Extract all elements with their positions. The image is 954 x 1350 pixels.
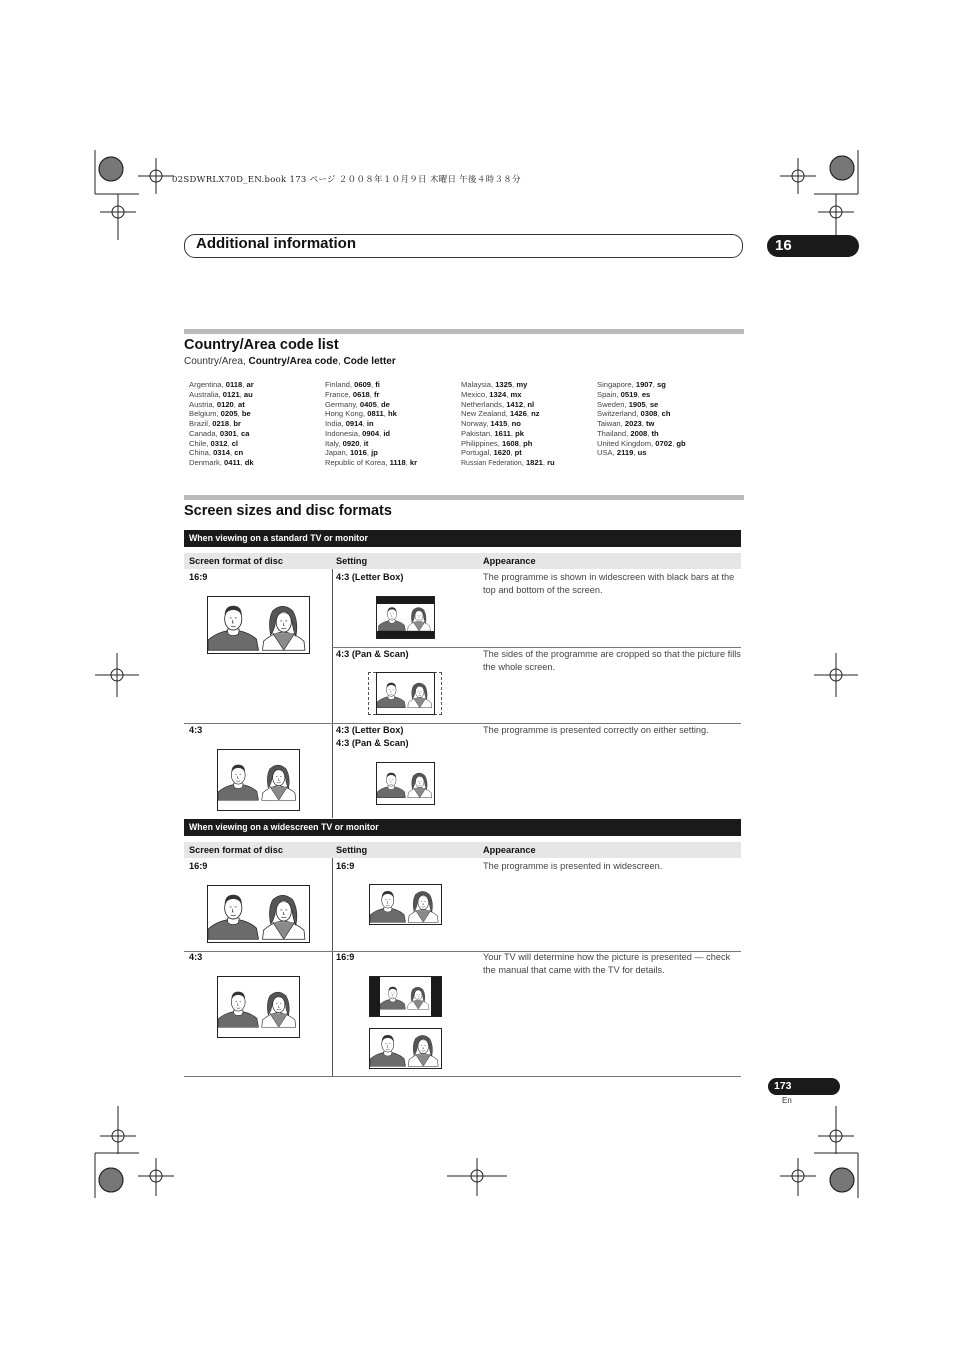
code-letter: au [243, 389, 253, 399]
header-appearance: Appearance [483, 845, 536, 855]
code-letter: hk [387, 409, 397, 419]
country-name: Austria [189, 399, 213, 409]
header-appearance: Appearance [483, 556, 536, 566]
column-divider [332, 569, 333, 818]
tv-16x9-disc-image [207, 596, 310, 654]
country-code: 0519 [620, 389, 638, 399]
code-letter: nz [531, 409, 540, 419]
country-name: Germany [325, 399, 356, 409]
country-column-4 [597, 380, 686, 458]
code-letter: ru [547, 458, 555, 467]
code-letter: kr [409, 458, 418, 467]
wide-row2-appearance: Your TV will determine how the picture is presented — check the manual that came with the TV for details. [483, 952, 731, 975]
country-name: Sweden [597, 399, 625, 409]
code-letter: ar [246, 380, 254, 389]
wide-tv-bar: When viewing on a widescreen TV or monitor [184, 819, 741, 836]
code-letter: mx [510, 389, 522, 399]
country-entry: Spain, 0519, es [597, 389, 651, 399]
table-bottom-rule [184, 1076, 741, 1077]
country-name: Taiwan [597, 419, 621, 428]
country-entry: Chile, 0312, cl [189, 438, 239, 448]
tv-letterbox-image [376, 596, 435, 639]
section-rule [184, 495, 744, 500]
country-name: Republic of Korea [325, 458, 386, 467]
country-code: 0308 [640, 409, 658, 419]
country-name: Singapore [597, 380, 632, 389]
country-column-3 [461, 380, 555, 469]
code-letter: cn [234, 448, 244, 458]
country-entry: New Zealand, 1426, nz [461, 409, 540, 419]
screen-section-title: Screen sizes and disc formats [184, 503, 392, 519]
wide-row2-format: 4:3 [189, 952, 203, 962]
std-row1-appearance-b: The sides of the programme are cropped so that the picture fills the whole screen. [483, 649, 741, 672]
country-entry: Malaysia, 1325, my [461, 380, 528, 389]
country-name: Mexico [461, 389, 486, 399]
std-row2-format: 4:3 [189, 725, 203, 735]
country-code: 1426 [509, 409, 527, 419]
country-code: 2023 [624, 419, 642, 428]
country-code: 1907 [635, 380, 653, 389]
code-letter: in [366, 419, 374, 428]
tv-pillarbox-image [369, 976, 442, 1017]
country-code: 1620 [493, 448, 511, 458]
code-letter: br [233, 419, 241, 428]
country-name: Belgium [189, 409, 217, 419]
tv-wide-16x9-image [369, 884, 442, 925]
code-letter: ca [240, 428, 250, 438]
tv-4x3-disc-image [217, 976, 300, 1038]
code-letter: fr [374, 389, 380, 399]
country-name: Brazil [189, 419, 208, 428]
country-code: 1905 [628, 399, 646, 409]
country-entry: Hong Kong, 0811, hk [325, 409, 397, 419]
country-name: Canada [189, 428, 216, 438]
tv-stretched-image [369, 1028, 442, 1069]
country-entry: Italy, 0920, it [325, 438, 369, 448]
country-name: India [325, 419, 342, 428]
country-entry: Norway, 1415, no [461, 419, 521, 428]
country-name: Finland [325, 380, 350, 389]
tv-16x9-disc-image [207, 885, 310, 943]
country-entry: Austria, 0120, at [189, 399, 245, 409]
country-entry: Pakistan, 1611, pk [461, 428, 524, 438]
std-row1-setting-a: 4:3 (Letter Box) [336, 572, 404, 582]
country-code: 0312 [210, 438, 228, 448]
country-name: Pakistan [461, 428, 491, 438]
country-entry: Singapore, 1907, sg [597, 380, 666, 389]
country-entry: Portugal, 1620, pt [461, 448, 522, 458]
country-name: Japan [325, 448, 346, 458]
country-name: Italy [325, 438, 339, 448]
country-name: Norway [461, 419, 487, 428]
country-code: 0618 [352, 389, 370, 399]
country-name: United Kingdom [597, 438, 652, 448]
country-name: Philippines [461, 438, 498, 448]
country-name: New Zealand [461, 409, 506, 419]
country-name: Netherlands [461, 399, 502, 409]
tv-4x3-on-43-image [376, 762, 435, 805]
column-divider [332, 858, 333, 1076]
wide-row1-format: 16:9 [189, 861, 208, 871]
country-entry: Argentina, 0118, ar [189, 380, 254, 389]
header-setting: Setting [336, 556, 368, 566]
section-rule [184, 329, 744, 334]
country-entry: Thailand, 2008, th [597, 428, 659, 438]
code-letter: nl [527, 399, 535, 409]
country-entry: China, 0314, cn [189, 448, 244, 458]
country-code: 2008 [630, 428, 648, 438]
country-entry: Netherlands, 1412, nl [461, 399, 535, 409]
country-code: 0301 [219, 428, 237, 438]
code-letter: us [637, 448, 647, 458]
country-code: 0411 [224, 458, 241, 467]
code-letter: pt [514, 448, 522, 458]
country-name: Denmark [189, 458, 220, 467]
country-section-title: Country/Area code list [184, 337, 339, 353]
country-entry: Mexico, 1324, mx [461, 389, 522, 399]
header-setting: Setting [336, 845, 368, 855]
country-entry: Denmark, 0411, dk [189, 458, 254, 467]
country-entry: Switzerland, 0308, ch [597, 409, 671, 419]
language-code: En [782, 1096, 792, 1105]
country-name: Russian Federation [461, 460, 522, 467]
country-entry: United Kingdom, 0702, gb [597, 438, 686, 448]
page-number-badge: 173 [768, 1078, 840, 1095]
country-name: USA [597, 448, 613, 458]
country-name: China [189, 448, 209, 458]
country-code: 0120 [216, 399, 234, 409]
country-code: 1118 [389, 458, 406, 467]
code-letter: de [381, 399, 390, 409]
country-code: 0218 [212, 419, 230, 428]
code-letter: ch [661, 409, 671, 419]
country-name: Malaysia [461, 380, 491, 389]
code-letter: be [241, 409, 251, 419]
code-letter: fi [375, 380, 380, 389]
country-name: Thailand [597, 428, 627, 438]
header-format: Screen format of disc [189, 556, 283, 566]
code-letter: cl [231, 438, 239, 448]
country-name: Chile [189, 438, 207, 448]
country-entry: Canada, 0301, ca [189, 428, 250, 438]
country-code: 1821 [525, 458, 543, 467]
country-code: 0121 [222, 389, 240, 399]
country-code: 1412 [506, 399, 524, 409]
country-code: 1325 [495, 380, 513, 389]
country-entry: India, 0914, in [325, 419, 374, 428]
std-row2-setting-a: 4:3 (Letter Box) [336, 725, 404, 735]
code-letter: tw [646, 419, 655, 428]
country-subtitle: Country/Area, Country/Area code, Code letter [184, 356, 396, 367]
country-name: Portugal [461, 448, 490, 458]
country-column-2 [325, 380, 417, 468]
country-code: 0904 [362, 428, 380, 438]
country-code: 0405 [359, 399, 377, 409]
header-format: Screen format of disc [189, 845, 283, 855]
std-row2-appearance: The programme is presented correctly on either setting. [483, 725, 709, 735]
country-entry: Republic of Korea, 1118, kr [325, 458, 418, 467]
code-letter: it [363, 438, 369, 448]
country-name: Switzerland [597, 409, 637, 419]
country-code: 0314 [213, 448, 230, 458]
standard-table-header [184, 553, 741, 569]
code-letter: at [238, 399, 245, 409]
country-entry: Finland, 0609, fi [325, 380, 380, 389]
country-code: 0609 [354, 380, 372, 389]
code-letter: gb [676, 438, 686, 448]
std-row2-setting-b: 4:3 (Pan & Scan) [336, 738, 409, 748]
std-row1-setting-b: 4:3 (Pan & Scan) [336, 649, 409, 659]
code-letter: my [516, 380, 528, 389]
country-code: 0205 [220, 409, 238, 419]
country-name: Australia [189, 389, 219, 399]
country-entry: France, 0618, fr [325, 389, 380, 399]
std-row1-format: 16:9 [189, 572, 208, 582]
code-letter: pk [515, 428, 524, 438]
country-entry: Australia, 0121, au [189, 389, 253, 399]
country-code: 1324 [489, 389, 507, 399]
country-name: Indonesia [325, 428, 358, 438]
country-entry: Germany, 0405, de [325, 399, 390, 409]
code-letter: se [649, 399, 659, 409]
file-info-line: 02SDWRLX70D_EN.book 173 ページ ２００８年１０月９日 木曜日 午後４時３８分 [172, 175, 521, 185]
country-code: 1611 [494, 428, 511, 438]
tv-4x3-disc-image [217, 749, 300, 811]
country-entry: Japan, 1016, jp [325, 448, 378, 458]
std-row1-appearance-a: The programme is shown in widescreen with black bars at the top and bottom of the screen. [483, 572, 735, 595]
country-code: 0811 [367, 409, 384, 419]
country-name: Hong Kong [325, 409, 363, 419]
country-code: 1415 [490, 419, 508, 428]
country-entry: Taiwan, 2023, tw [597, 419, 655, 428]
code-letter: ph [523, 438, 533, 448]
country-code: 0702 [655, 438, 673, 448]
country-name: Argentina [189, 380, 222, 389]
code-letter: no [511, 419, 521, 428]
code-letter: sg [657, 380, 666, 389]
code-letter: th [651, 428, 659, 438]
code-letter: dk [244, 458, 254, 467]
country-entry: Sweden, 1905, se [597, 399, 659, 409]
code-letter: es [641, 389, 651, 399]
country-code: 2119 [616, 448, 634, 458]
country-name: France [325, 389, 349, 399]
wide-row2-setting: 16:9 [336, 952, 355, 962]
country-name: Spain [597, 389, 617, 399]
country-code: 0118 [225, 380, 243, 389]
country-code: 1608 [501, 438, 519, 448]
country-entry: USA, 2119, us [597, 448, 647, 458]
wide-table-header [184, 842, 741, 858]
country-entry: Brazil, 0218, br [189, 419, 241, 428]
tv-pan-scan-image [376, 672, 435, 715]
country-entry: Philippines, 1608, ph [461, 438, 533, 448]
country-code: 0914 [345, 419, 363, 428]
chapter-badge: 16 [767, 235, 859, 257]
country-code: 0920 [342, 438, 360, 448]
country-entry: Indonesia, 0904, id [325, 428, 391, 438]
country-code: 1016 [349, 448, 367, 458]
wide-row1-appearance: The programme is presented in widescreen. [483, 861, 663, 871]
country-entry: Russian Federation, 1821, ru [461, 458, 555, 467]
page-header-title: Additional information [196, 235, 356, 252]
country-column-1 [189, 380, 254, 468]
standard-tv-bar: When viewing on a standard TV or monitor [184, 530, 741, 547]
country-entry: Belgium, 0205, be [189, 409, 251, 419]
code-letter: id [383, 428, 391, 438]
wide-row1-setting: 16:9 [336, 861, 355, 871]
code-letter: jp [371, 448, 378, 458]
